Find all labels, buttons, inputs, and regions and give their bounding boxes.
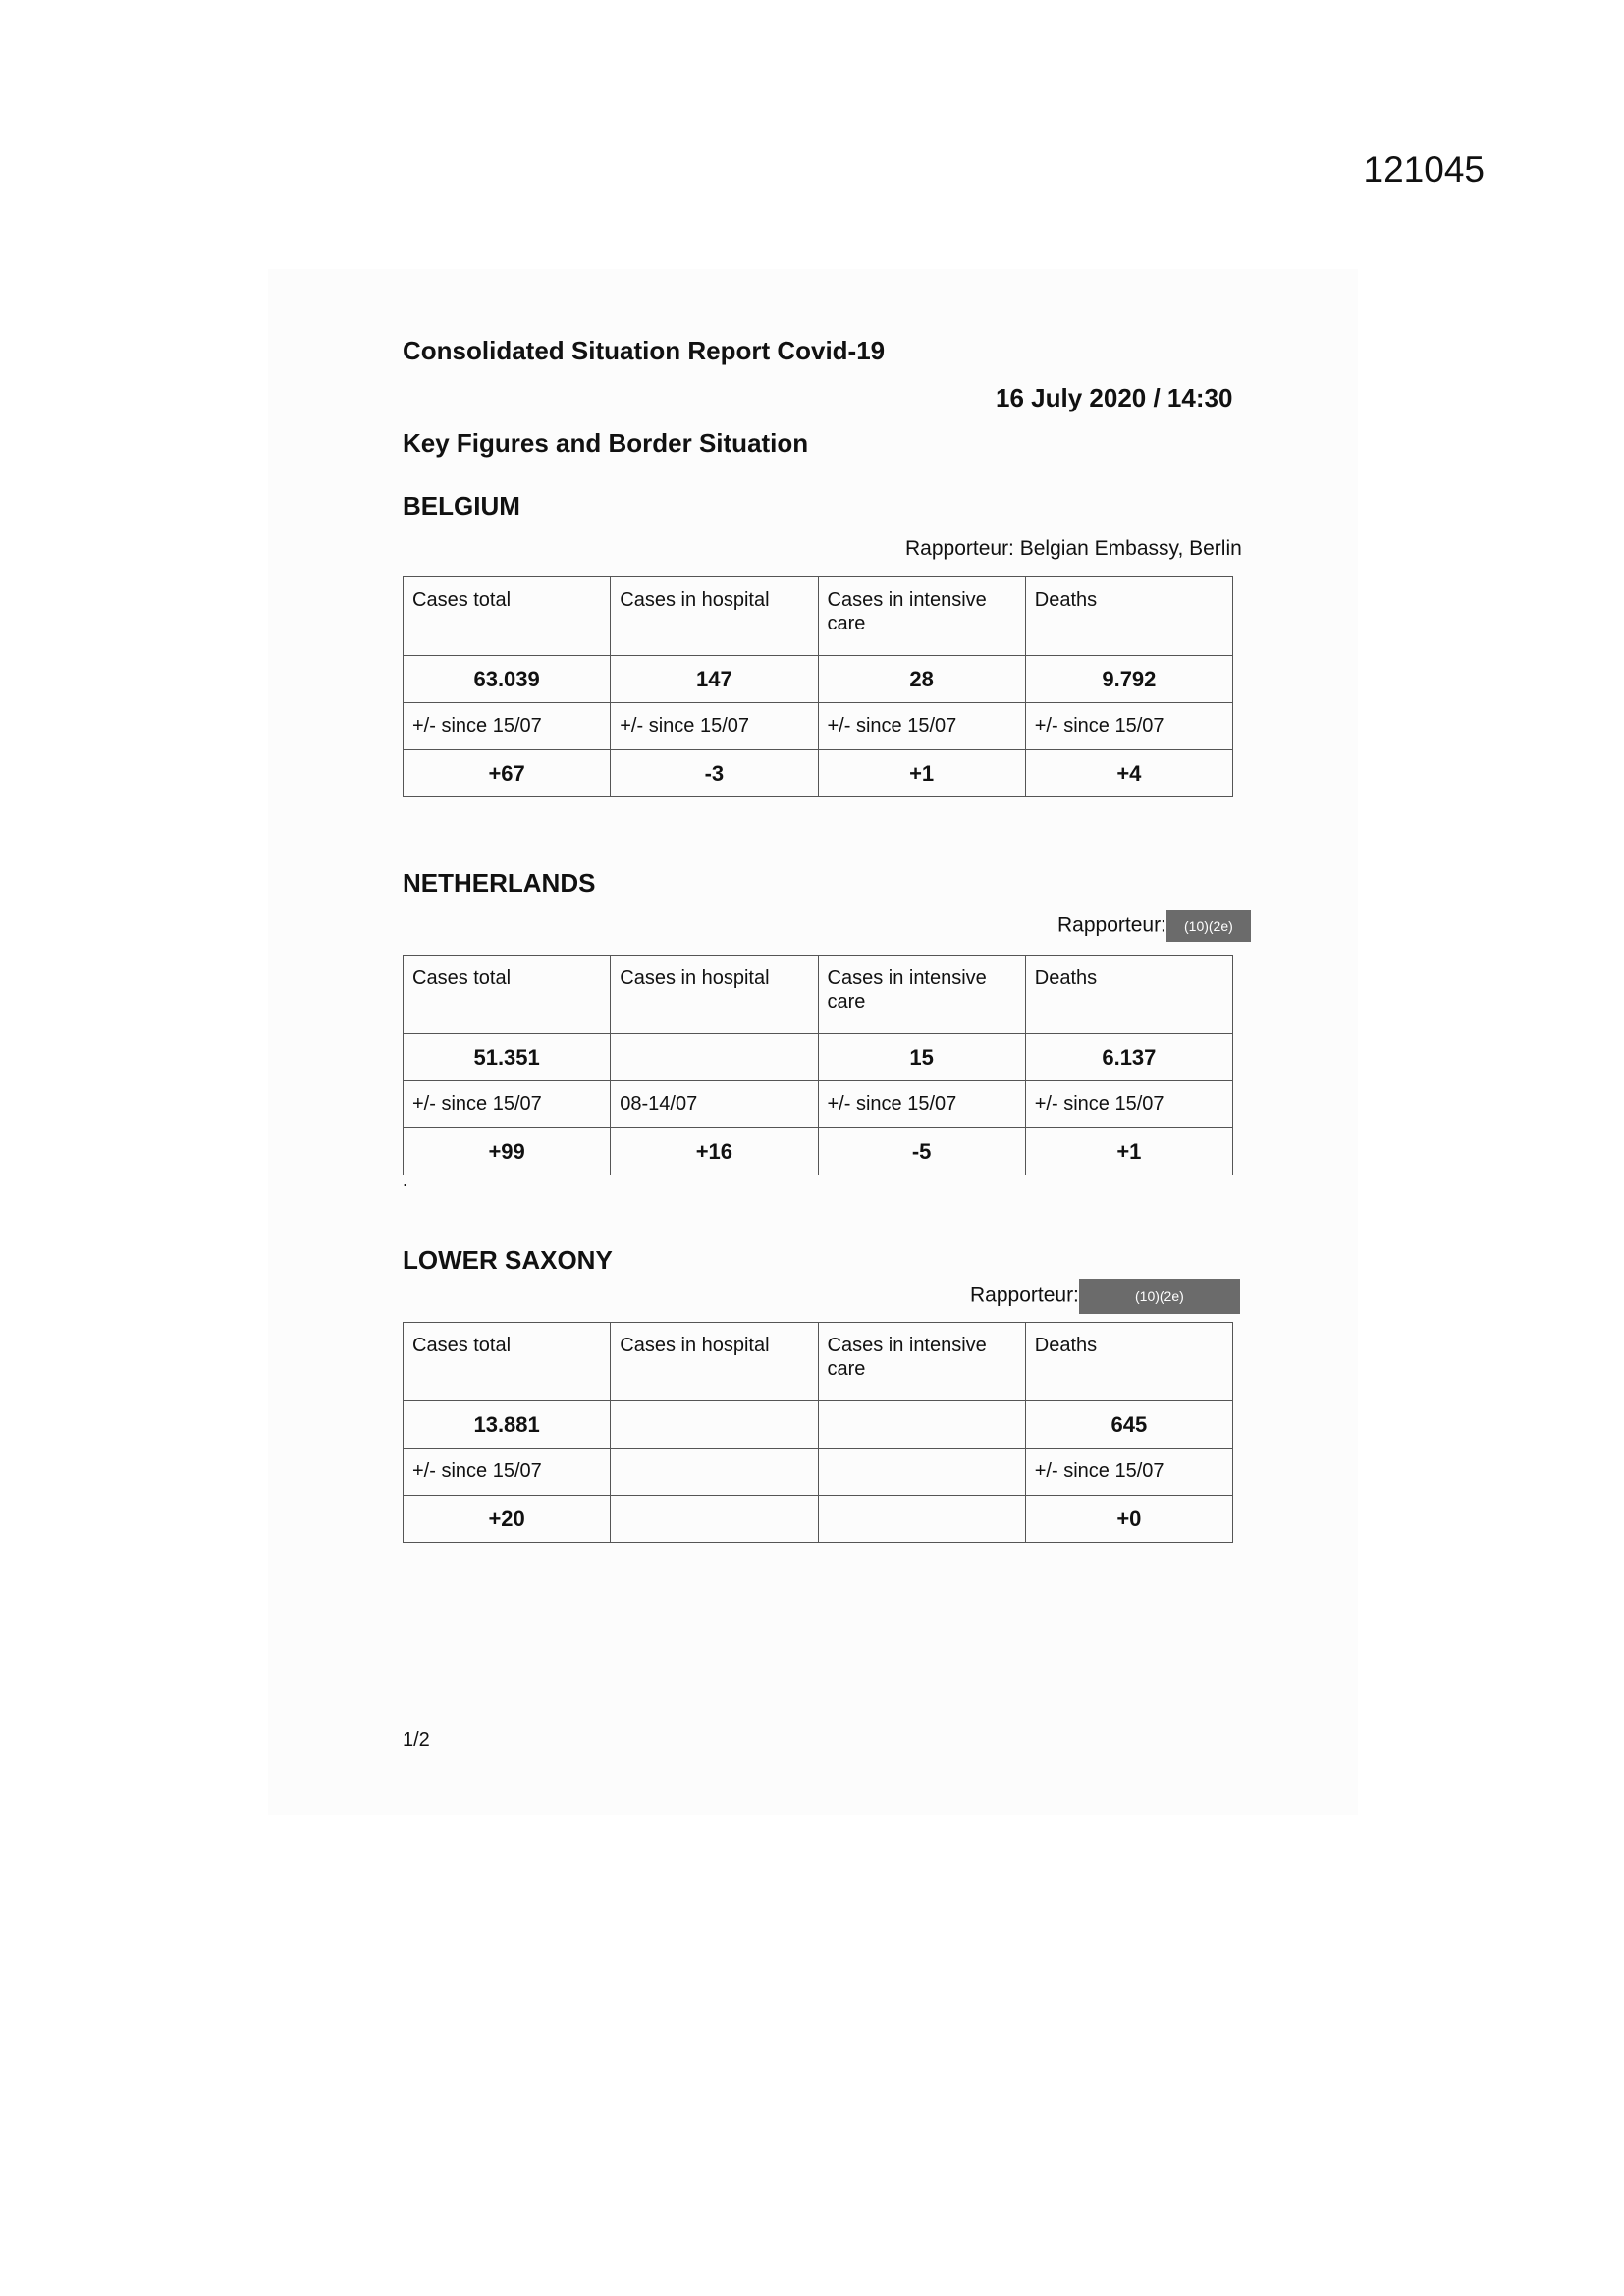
table-change-row [404,1496,1233,1543]
change-deaths: +1 [1025,1128,1232,1175]
figures-table-lower-saxony [403,1322,1233,1543]
header-cases-total: Cases total [404,956,611,1034]
report-subtitle: Key Figures and Border Situation [403,428,809,458]
redaction-box: (10)(2e) [1166,910,1251,942]
change-label-deaths: +/- since 15/07 [1025,703,1232,750]
change-cases-hospital [611,1496,818,1543]
header-cases-icu: Cases in intensive care [818,956,1025,1034]
change-cases-icu [818,1496,1025,1543]
table-values-row [404,1034,1233,1081]
table-change-row [404,750,1233,797]
table-header-row [404,577,1233,656]
change-cases-total: +67 [404,750,611,797]
table-header-row [404,956,1233,1034]
report-date-time: 16 July 2020 / 14:30 [996,383,1233,412]
header-cases-hospital: Cases in hospital [611,577,818,656]
table-change-row [404,1128,1233,1175]
rapporteur-belgium [905,537,1242,561]
figures-table-belgium [403,576,1233,797]
change-cases-hospital: +16 [611,1128,818,1175]
document-number: 121045 [1363,149,1485,190]
value-cases-total: 51.351 [404,1034,611,1081]
change-label-cases-total: +/- since 15/07 [404,1081,611,1128]
header-deaths: Deaths [1025,956,1232,1034]
change-label-cases-icu: +/- since 15/07 [818,1081,1025,1128]
country-heading-belgium: BELGIUM [403,491,520,520]
table-values-row [404,656,1233,703]
table-values-row [404,1401,1233,1449]
change-label-cases-total: +/- since 15/07 [404,703,611,750]
rapporteur-netherlands [1057,910,1251,942]
rapporteur-label: Rapporteur: [970,1284,1079,1307]
table-header-row [404,1323,1233,1401]
header-deaths: Deaths [1025,1323,1232,1401]
change-label-deaths: +/- since 15/07 [1025,1081,1232,1128]
change-label-cases-icu: +/- since 15/07 [818,703,1025,750]
header-cases-icu: Cases in intensive care [818,577,1025,656]
table-change-label-row [404,703,1233,750]
rapporteur-lower-saxony [970,1279,1240,1314]
change-deaths: +4 [1025,750,1232,797]
change-label-deaths: +/- since 15/07 [1025,1449,1232,1496]
change-label-cases-total: +/- since 15/07 [404,1449,611,1496]
rapporteur-value: Belgian Embassy, Berlin [1019,537,1242,560]
value-cases-total: 13.881 [404,1401,611,1449]
figures-table-netherlands [403,955,1233,1175]
header-cases-hospital: Cases in hospital [611,956,818,1034]
header-cases-hospital: Cases in hospital [611,1323,818,1401]
value-cases-total: 63.039 [404,656,611,703]
value-cases-icu [818,1401,1025,1449]
rapporteur-label: Rapporteur: [905,537,1014,560]
country-heading-netherlands: NETHERLANDS [403,868,596,898]
report-title: Consolidated Situation Report Covid-19 [403,336,886,365]
header-cases-icu: Cases in intensive care [818,1323,1025,1401]
change-label-cases-hospital [611,1449,818,1496]
change-cases-icu: -5 [818,1128,1025,1175]
change-cases-total: +20 [404,1496,611,1543]
value-cases-icu: 15 [818,1034,1025,1081]
country-heading-lower-saxony: LOWER SAXONY [403,1245,613,1275]
header-deaths: Deaths [1025,577,1232,656]
rapporteur-label: Rapporteur: [1057,913,1166,937]
value-cases-hospital: 147 [611,656,818,703]
value-deaths: 645 [1025,1401,1232,1449]
stray-mark: . [403,1171,408,1190]
change-deaths: +0 [1025,1496,1232,1543]
change-cases-total: +99 [404,1128,611,1175]
page-number: 1/2 [403,1729,430,1751]
value-deaths: 6.137 [1025,1034,1232,1081]
table-change-label-row [404,1081,1233,1128]
change-label-cases-hospital: 08-14/07 [611,1081,818,1128]
value-cases-hospital [611,1401,818,1449]
header-cases-total: Cases total [404,577,611,656]
table-change-label-row [404,1449,1233,1496]
change-cases-hospital: -3 [611,750,818,797]
change-label-cases-hospital: +/- since 15/07 [611,703,818,750]
value-cases-hospital [611,1034,818,1081]
header-cases-total: Cases total [404,1323,611,1401]
value-cases-icu: 28 [818,656,1025,703]
value-deaths: 9.792 [1025,656,1232,703]
redaction-box: (10)(2e) [1079,1279,1240,1314]
change-cases-icu: +1 [818,750,1025,797]
change-label-cases-icu [818,1449,1025,1496]
